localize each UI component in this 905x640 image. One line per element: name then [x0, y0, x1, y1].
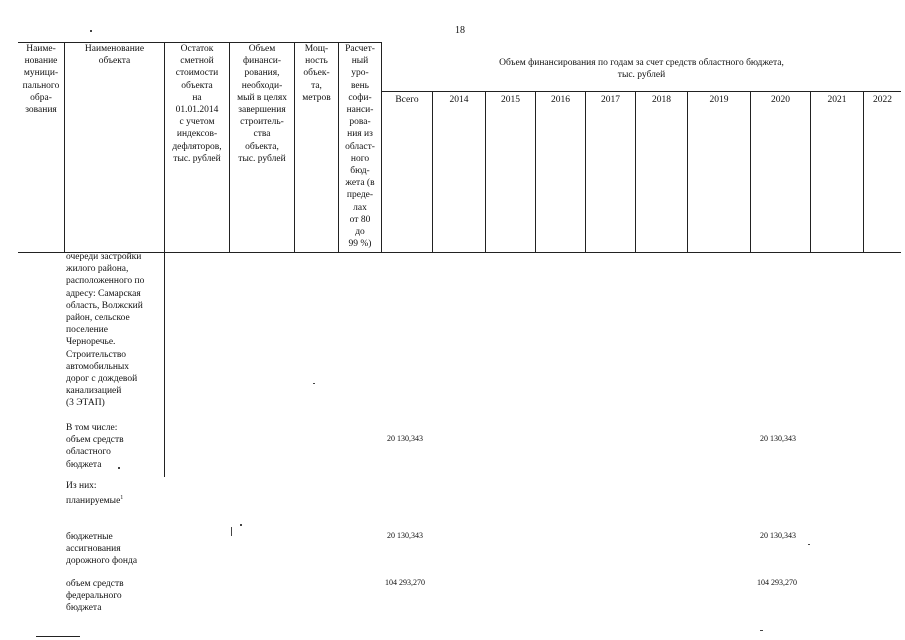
header-year-2022: 2022	[873, 95, 892, 105]
row-regional-budget-2020: 20 130,343	[760, 434, 796, 443]
header-year-2017: 2017	[601, 95, 620, 105]
header-year-2016: 2016	[551, 95, 570, 105]
header-funding-title: Объем финансирования по годам за счет средств областного бюджета, тыс. рублей	[499, 58, 784, 81]
footnote-marker: 1	[120, 495, 124, 502]
header-cofinancing-level: Расчет- ный уро- вень софи- нанси- рова- ния из област- ного бюд- жета (в преде- лах от 80 до 99 %)	[345, 44, 375, 250]
header-balance: Остаток сметной стоимости объекта на 01.01.2014 с учетом индексов- дефляторов, тыс. рублей	[172, 44, 222, 164]
row-regional-budget-total: 20 130,343	[387, 434, 423, 443]
header-funding-volume: Объем финанси- рования, необходи- мый в целях завершения строитель- ства объекта, тыс. рублей	[237, 44, 287, 164]
row-planned-label: Из них: планируемые$^1$	[66, 481, 124, 507]
object-description: очереди застройки жилого района, расположенного по адресу: Самарская область, Волжский район, сельское поселение Черноречье. Строительство автомобильных дорог с дождевой канализацией (3 ЭТАП)	[66, 252, 145, 409]
row-federal-budget-label: объем средств федерального бюджета	[66, 579, 124, 614]
header-year-2019: 2019	[709, 95, 729, 105]
header-year-2015: 2015	[501, 95, 520, 105]
row-federal-budget-2020: 104 293,270	[757, 578, 797, 587]
row-road-fund-label: бюджетные ассигнования дорожного фонда	[66, 532, 138, 567]
header-year-2014: 2014	[449, 95, 469, 105]
row-road-fund-total: 20 130,343	[387, 531, 423, 540]
page-number: 18	[455, 25, 465, 36]
row-federal-budget-total: 104 293,270	[385, 578, 425, 587]
header-municipality: Наиме- нование муници- пального обра- зования	[22, 44, 60, 116]
row-regional-budget-label: В том числе: объем средств областного бюджета	[66, 423, 124, 470]
header-year-2021: 2021	[827, 95, 847, 105]
header-capacity: Мощ- ность объек- та, метров	[302, 44, 331, 103]
header-year-2018: 2018	[652, 95, 671, 105]
header-year-2020: 2020	[771, 95, 790, 105]
row-road-fund-2020: 20 130,343	[760, 531, 796, 540]
header-object-name: Наименование объекта	[84, 44, 145, 67]
header-year-total: Всего	[395, 95, 419, 105]
